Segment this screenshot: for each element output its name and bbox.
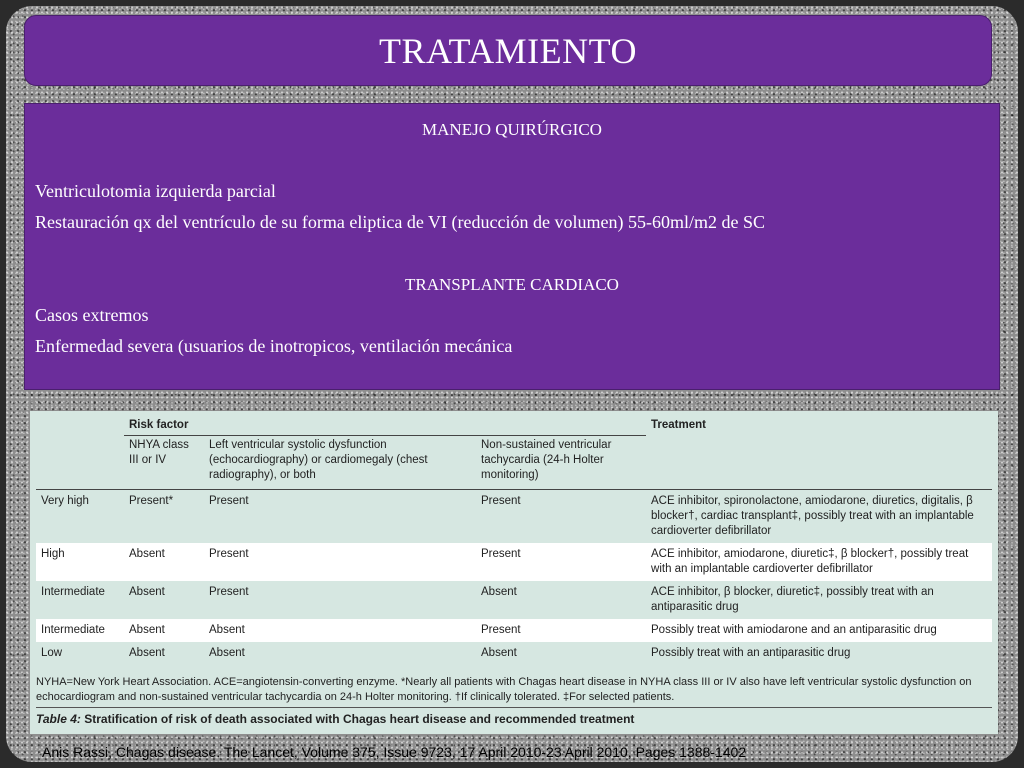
cell-nyha: Absent — [124, 619, 204, 642]
risk-level: Intermediate — [36, 619, 124, 642]
cell-nyha: Absent — [129, 586, 165, 598]
cell-lv: Present — [209, 495, 249, 507]
risk-level: High — [36, 543, 124, 581]
cell-lv: Present — [204, 543, 476, 581]
table-caption — [36, 707, 992, 726]
heading-transplant: TRANSPLANTE CARDIACO — [405, 275, 619, 294]
subheader-nsvt: Non-sustained ventricular tachycardia (24-h Holter monitoring) — [476, 436, 646, 490]
risk-table-figure — [30, 411, 998, 734]
cell-lv: Present — [209, 586, 249, 598]
cell-nyha: Present* — [129, 495, 174, 507]
cell-treatment: ACE inhibitor, amiodarone, diuretic‡, β blocker†, possibly treat with an implantable cardioverter defibrillator — [646, 543, 992, 581]
subheader-nyha: NHYA class III or IV — [124, 436, 204, 490]
cell-nsvt: Present — [481, 495, 521, 507]
cell-nsvt: Absent — [481, 647, 517, 659]
cell-treatment: ACE inhibitor, β blocker, diuretic‡, possibly treat with an antiparasitic drug — [651, 586, 934, 613]
table-row — [36, 543, 992, 581]
table-row — [36, 619, 992, 642]
cell-nyha: Absent — [124, 543, 204, 581]
cell-treatment: Possibly treat with an antiparasitic drug — [651, 647, 851, 659]
risk-level: Intermediate — [41, 586, 105, 598]
table-row — [36, 581, 992, 619]
cell-treatment: ACE inhibitor, spironolactone, amiodarone, diuretics, digitalis, β blocker†, cardiac transplant‡, possibly treat with an implantable cardioverter defibrillator — [651, 495, 974, 537]
subheader-lv-dysfunction: Left ventricular systolic dysfunction (echocardiography) or cardiomegaly (chest radiography), or both — [204, 436, 476, 490]
cell-nyha: Absent — [129, 647, 165, 659]
text-line-3: Casos extremos — [35, 305, 149, 325]
text-line-2: Restauración qx del ventrículo de su forma eliptica de VI (reducción de volumen) 55-60ml/m2 de SC — [35, 212, 765, 232]
cell-lv: Absent — [209, 647, 245, 659]
text-line-1: Ventriculotomia izquierda parcial — [35, 181, 276, 201]
caption-text: Stratification of risk of death associated with Chagas heart disease and recommended treatment — [80, 712, 635, 726]
heading-surgical: MANEJO QUIRÚRGICO — [422, 120, 602, 139]
cell-nsvt: Present — [476, 619, 646, 642]
text-line-4: Enfermedad severa (usuarios de inotropicos, ventilación mecánica — [35, 336, 513, 356]
header-treatment: Treatment — [646, 416, 992, 490]
table-row — [36, 490, 992, 544]
risk-level: Very high — [41, 495, 89, 507]
slide-title: TRATAMIENTO — [379, 30, 637, 71]
table-row — [36, 642, 992, 665]
risk-table — [36, 416, 992, 665]
cell-lv: Absent — [204, 619, 476, 642]
caption-label: Table 4: — [36, 712, 81, 726]
content-panel — [24, 103, 1000, 390]
cell-treatment: Possibly treat with amiodarone and an antiparasitic drug — [646, 619, 992, 642]
cell-nsvt: Present — [476, 543, 646, 581]
title-banner — [24, 15, 992, 86]
cell-nsvt: Absent — [481, 586, 517, 598]
header-risk-factor: Risk factor — [124, 416, 646, 436]
risk-level: Low — [41, 647, 63, 659]
citation: Anis Rassi, Chagas disease. The Lancet, Volume 375, Issue 9723, 17 April 2010-23 April 2010, Pages 1388-1402 — [42, 744, 747, 760]
table-notes: NYHA=New York Heart Association. ACE=angiotensin-converting enzyme. *Nearly all patients with Chagas heart disease in NYHA class III or IV also have left ventricular systolic dysfunction on echocardiogram and non-sustained ventricular tachycardia on 24-h Holter monitoring. †If clinically tolerated. ‡For selected patients. — [36, 676, 972, 703]
